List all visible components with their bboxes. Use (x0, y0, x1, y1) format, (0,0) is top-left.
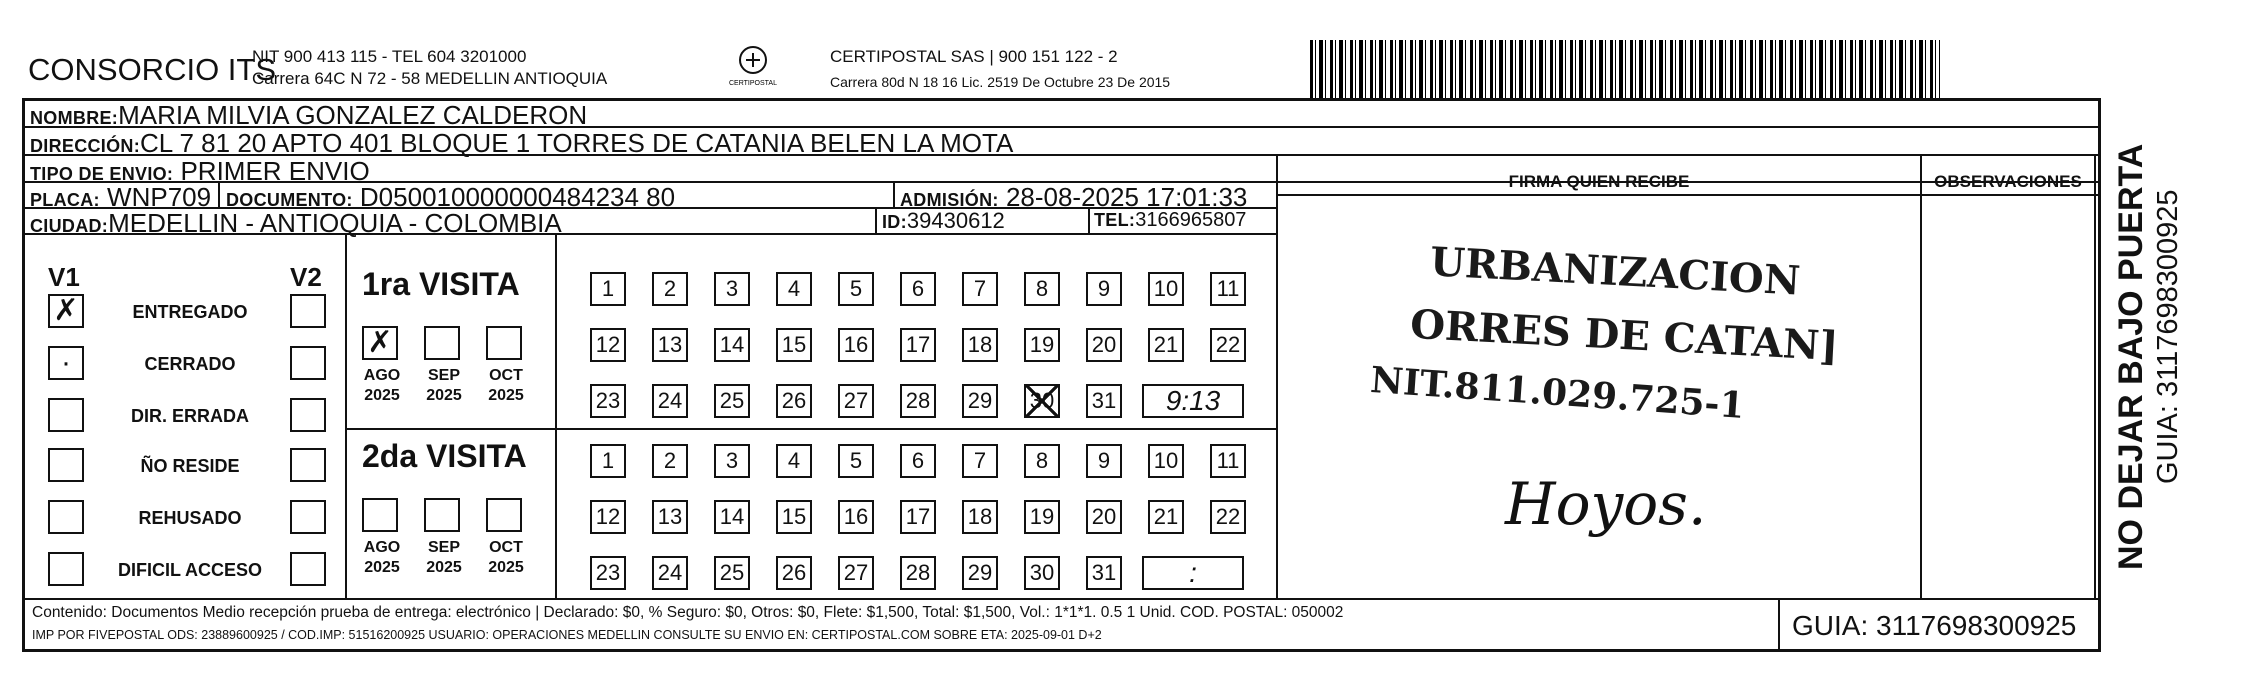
day-box[interactable]: 24 (652, 384, 688, 418)
observaciones-header: OBSERVACIONES (1934, 172, 2082, 191)
status-label: ENTREGADO (132, 302, 248, 322)
day-box[interactable]: 28 (900, 556, 936, 590)
day-box[interactable]: 22 (1210, 500, 1246, 534)
day-box[interactable]: 17 (900, 328, 936, 362)
day-box[interactable]: 9 (1086, 444, 1122, 478)
v2-checkbox[interactable] (290, 346, 326, 380)
tipo-envio-value: PRIMER ENVIO (180, 156, 370, 186)
month-year: 2025 (364, 387, 400, 404)
carrier-name: CERTIPOSTAL SAS | 900 151 122 - 2 (830, 47, 1118, 66)
id-label: ID: (882, 212, 907, 232)
certipostal-logo (718, 42, 788, 92)
day-box[interactable]: 29 (962, 384, 998, 418)
col-divider (1920, 154, 1922, 598)
col-divider (1276, 154, 1278, 598)
v2-checkbox[interactable] (290, 398, 326, 432)
day-box[interactable]: 7 (962, 272, 998, 306)
v2-checkbox[interactable] (290, 552, 326, 586)
day-box[interactable]: 5 (838, 272, 874, 306)
v2-checkbox[interactable] (290, 448, 326, 482)
col-divider (875, 207, 877, 233)
month-label (478, 366, 534, 406)
day-box[interactable]: 31 (1086, 384, 1122, 418)
day-box[interactable]: 12 (590, 328, 626, 362)
day-box[interactable]: 16 (838, 328, 874, 362)
month-checkbox[interactable] (486, 498, 522, 532)
signature: Hoyos. (1505, 470, 1707, 538)
month-name: OCT (489, 539, 523, 556)
day-box[interactable]: 14 (714, 500, 750, 534)
status-label: DIFICIL ACCESO (117, 560, 262, 580)
month-name: AGO (363, 539, 401, 556)
month-label (416, 538, 472, 578)
time-box[interactable]: : (1142, 556, 1244, 590)
status-label: REHUSADO (138, 508, 242, 528)
documento-value: D050010000000484234 80 (359, 182, 676, 212)
month-label (416, 366, 472, 406)
day-box[interactable]: 29 (962, 556, 998, 590)
id-value: 39430612 (906, 208, 1005, 233)
firma-header: FIRMA QUIEN RECIBE (1508, 172, 1690, 191)
footer-guia: GUIA: 3117698300925 (1792, 610, 2077, 641)
day-box[interactable]: 13 (652, 328, 688, 362)
month-year: 2025 (426, 387, 462, 404)
day-box[interactable]: 10 (1148, 444, 1184, 478)
month-name: OCT (489, 367, 523, 384)
nombre-field (30, 100, 587, 131)
day-box[interactable]: 17 (900, 500, 936, 534)
visit-title: 2da VISITA (362, 438, 527, 474)
day-box[interactable]: 19 (1024, 328, 1060, 362)
day-box[interactable]: 5 (838, 444, 874, 478)
month-year: 2025 (426, 559, 462, 576)
month-checkbox[interactable]: ✗ (362, 326, 398, 360)
day-box[interactable]: 26 (776, 556, 812, 590)
status-label: CERRADO (144, 354, 236, 374)
col-divider (555, 233, 557, 598)
month-checkbox[interactable] (486, 326, 522, 360)
month-year: 2025 (488, 387, 524, 404)
month-name: SEP (427, 539, 460, 556)
month-checkbox[interactable] (424, 326, 460, 360)
day-box[interactable]: 27 (838, 556, 874, 590)
company-nit-tel: NIT 900 413 115 - TEL 604 3201000 (252, 47, 527, 66)
v1-label: V1 (48, 262, 80, 292)
col-divider (2094, 154, 2096, 598)
day-box[interactable]: 21 (1148, 328, 1184, 362)
day-box[interactable]: 6 (900, 272, 936, 306)
placa-value: WNP709 (107, 182, 212, 212)
day-box[interactable]: 3 (714, 444, 750, 478)
tel-field (1094, 209, 1246, 232)
barcode (1310, 40, 1940, 98)
status-label: DIR. ERRADA (130, 406, 249, 426)
day-box[interactable]: 16 (838, 500, 874, 534)
day-box[interactable]: 31 (1086, 556, 1122, 590)
day-box[interactable]: 11 (1210, 444, 1246, 478)
col-divider (345, 233, 347, 598)
day-box[interactable]: 20 (1086, 328, 1122, 362)
day-box[interactable]: 27 (838, 384, 874, 418)
nombre-value: MARIA MILVIA GONZALEZ CALDERON (118, 100, 588, 130)
footer-impresion: IMP POR FIVEPOSTAL ODS: 23889600925 / COD.IMP: 51516200925 USUARIO: OPERACIONES MEDELLIN CONSULTE SU ENVIO EN: CERTIPOSTAL.COM SOBRE ETA: 2025-09-01 D+2 (32, 628, 1102, 642)
direccion-label: DIRECCIÓN: (30, 136, 140, 156)
v2-checkbox[interactable] (290, 500, 326, 534)
tel-label: TEL: (1094, 210, 1136, 230)
v1-checkbox[interactable] (48, 552, 84, 586)
time-box[interactable]: 9:13 (1142, 384, 1244, 418)
day-box[interactable]: 15 (776, 500, 812, 534)
day-box[interactable]: 4 (776, 444, 812, 478)
day-box[interactable]: 19 (1024, 500, 1060, 534)
v1-checkbox[interactable] (48, 448, 84, 482)
placa-label: PLACA: (30, 190, 100, 210)
day-box[interactable]: 26 (776, 384, 812, 418)
day-box[interactable]: 8 (1024, 444, 1060, 478)
status-label: ÑO RESIDE (140, 456, 240, 476)
month-name: SEP (427, 367, 460, 384)
day-box[interactable]: 15 (776, 328, 812, 362)
stamp-line1: URBANIZACION (1429, 238, 1802, 305)
month-name: AGO (363, 367, 401, 384)
day-box[interactable]: 25 (714, 384, 750, 418)
day-box[interactable]: 14 (714, 328, 750, 362)
side-guia: GUIA: 3117698300925 (2152, 189, 2184, 484)
day-box[interactable]: 30 (1024, 556, 1060, 590)
ciudad-field (30, 208, 562, 239)
day-box[interactable]: 2 (652, 272, 688, 306)
day-box[interactable]: 7 (962, 444, 998, 478)
day-box[interactable]: 18 (962, 328, 998, 362)
v1-checkbox[interactable] (48, 500, 84, 534)
id-field (882, 208, 1005, 234)
v1-checkbox[interactable]: · (48, 346, 84, 380)
footer-contenido: Contenido: Documentos Medio recepción prueba de entrega: electrónico | Declarado: $0, % Seguro: $0, Otros: $0, Flete: $1,500, Total: $1,500, Vol.: 1*1*1. 0.5 1 Unid. COD. POSTAL: 050002 (32, 604, 1344, 621)
day-box[interactable]: 13 (652, 500, 688, 534)
month-label (478, 538, 534, 578)
day-box[interactable]: 21 (1148, 500, 1184, 534)
tel-value: 3166965807 (1135, 209, 1247, 231)
footer-divider (22, 598, 2101, 600)
day-box[interactable]: 30 (1024, 384, 1060, 418)
visit-title: 1ra VISITA (362, 266, 520, 302)
logo-text: CERTIPOSTAL (729, 80, 777, 87)
day-box[interactable]: 1 (590, 272, 626, 306)
day-box[interactable]: 9 (1086, 272, 1122, 306)
company-address: Carrera 64C N 72 - 58 MEDELLIN ANTIOQUIA (252, 69, 608, 88)
month-checkbox[interactable] (424, 498, 460, 532)
v1-checkbox[interactable]: ✗ (48, 294, 84, 328)
ciudad-value: MEDELLIN - ANTIOQUIA - COLOMBIA (108, 208, 562, 238)
day-box[interactable]: 11 (1210, 272, 1246, 306)
documento-label: DOCUMENTO: (226, 190, 353, 210)
day-box[interactable]: 2 (652, 444, 688, 478)
day-box[interactable]: 23 (590, 556, 626, 590)
day-box[interactable]: 10 (1148, 272, 1184, 306)
tipo-envio-label: TIPO DE ENVIO: (30, 164, 174, 184)
month-year: 2025 (488, 559, 524, 576)
day-box[interactable]: 23 (590, 384, 626, 418)
day-box[interactable]: 20 (1086, 500, 1122, 534)
day-box[interactable]: 25 (714, 556, 750, 590)
day-box[interactable]: 3 (714, 272, 750, 306)
direccion-field (30, 128, 1013, 159)
day-box[interactable]: 12 (590, 500, 626, 534)
company-name: CONSORCIO ITS (28, 52, 277, 87)
day-box[interactable]: 24 (652, 556, 688, 590)
month-label (354, 538, 410, 578)
day-box[interactable]: 8 (1024, 272, 1060, 306)
admision-label: ADMISIÓN: (900, 190, 999, 210)
stamp-line2: ORRES DE CATAN] (1409, 300, 1840, 371)
ciudad-label: CIUDAD: (30, 216, 109, 236)
day-box[interactable]: 6 (900, 444, 936, 478)
admision-value: 28-08-2025 17:01:33 (1005, 182, 1248, 212)
nombre-label: NOMBRE: (30, 108, 119, 128)
v1-checkbox[interactable] (48, 398, 84, 432)
direccion-value: CL 7 81 20 APTO 401 BLOQUE 1 TORRES DE CATANIA BELEN LA MOTA (140, 128, 1014, 158)
v2-label: V2 (290, 262, 322, 292)
visit-divider (345, 428, 1278, 430)
day-box[interactable]: 4 (776, 272, 812, 306)
month-checkbox[interactable] (362, 498, 398, 532)
col-divider (1778, 598, 1780, 652)
day-box[interactable]: 1 (590, 444, 626, 478)
day-box[interactable]: 22 (1210, 328, 1246, 362)
row-divider (1276, 194, 2101, 196)
month-year: 2025 (364, 559, 400, 576)
carrier-address: Carrera 80d N 18 16 Lic. 2519 De Octubre 23 De 2015 (830, 74, 1171, 90)
side-warning: NO DEJAR BAJO PUERTA (2112, 143, 2150, 570)
day-box[interactable]: 28 (900, 384, 936, 418)
stamp-line3: NIT.811.029.725-1 (1368, 358, 1746, 428)
col-divider (893, 181, 895, 207)
month-label (354, 366, 410, 406)
v2-checkbox[interactable] (290, 294, 326, 328)
day-box[interactable]: 18 (962, 500, 998, 534)
